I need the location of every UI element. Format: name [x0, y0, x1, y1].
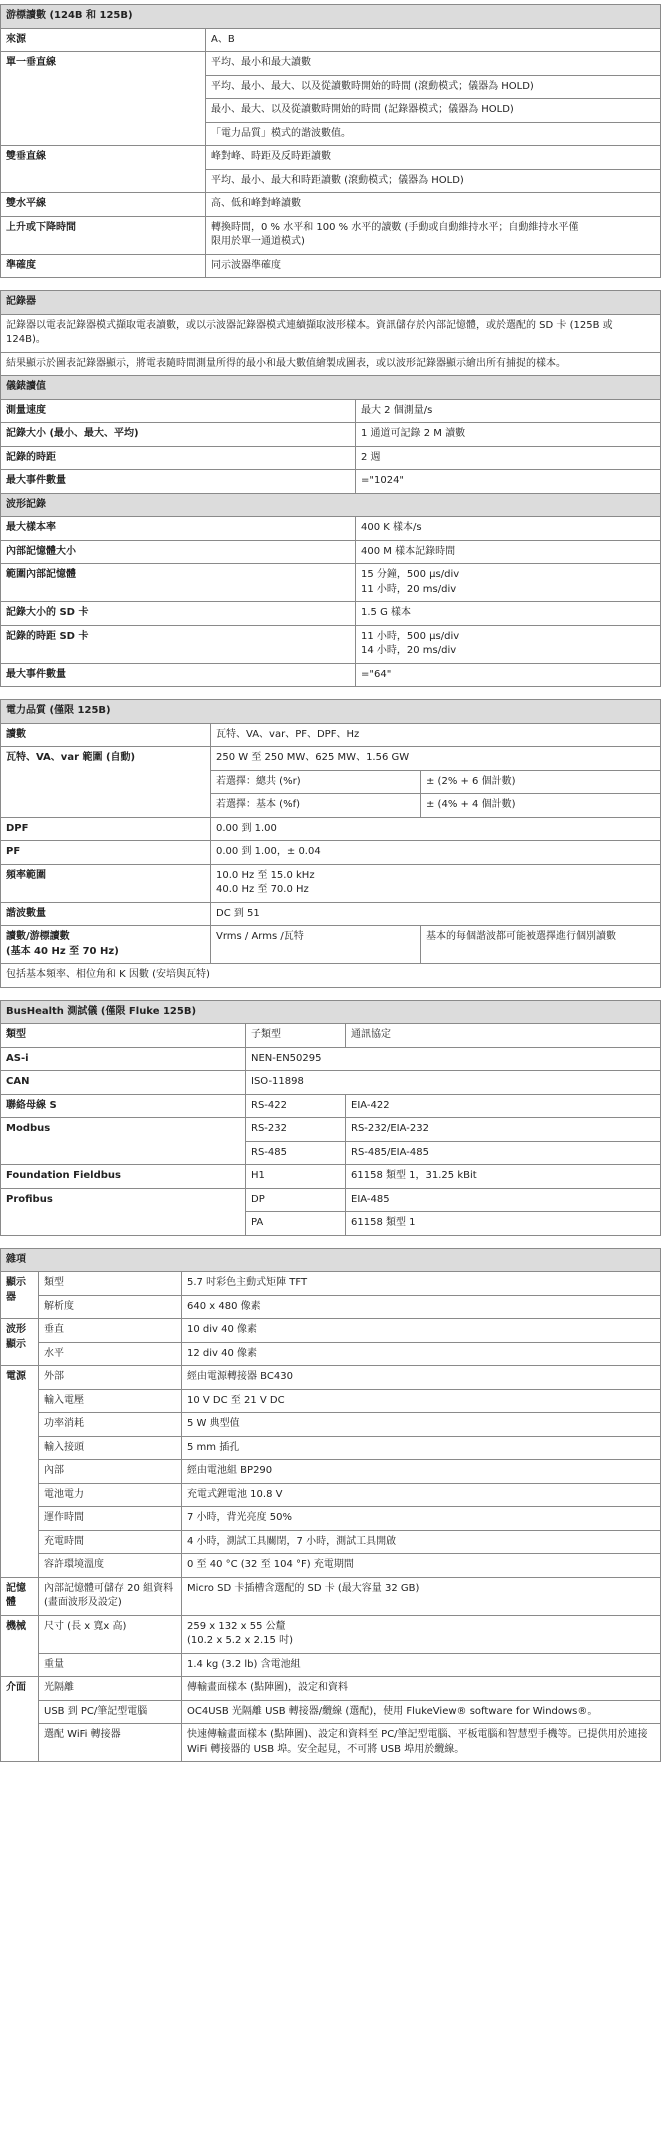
- misc-sub-label: 功率消耗: [39, 1413, 182, 1437]
- table-row: [1, 446, 661, 470]
- table-row: [1, 1094, 661, 1118]
- table-row: [1, 470, 661, 494]
- spec-value: 峰對峰、時距及反時距讀數: [206, 146, 661, 170]
- misc-sub-label: 外部: [39, 1366, 182, 1390]
- table-row: [1, 1295, 661, 1319]
- spec-value: 1.5 G 樣本: [356, 602, 661, 626]
- spec-value: 2 週: [356, 446, 661, 470]
- spec-label: 範圍內部記憶體: [1, 564, 356, 602]
- misc-sub-label: 運作時間: [39, 1507, 182, 1531]
- misc-sub-label: 光隔離: [39, 1677, 182, 1701]
- misc-group-label: 機械: [1, 1615, 39, 1677]
- dpf-value: 0.00 到 1.00: [211, 817, 661, 841]
- table-row: [1, 1530, 661, 1554]
- misc-value: 640 x 480 像素: [182, 1295, 661, 1319]
- spec-label: 來源: [1, 28, 206, 52]
- table-row: [1, 1677, 661, 1701]
- misc-sub-label: 水平: [39, 1342, 182, 1366]
- table-row: [1, 216, 661, 254]
- misc-group-label: 顯示器: [1, 1272, 39, 1319]
- misc-table: [0, 1248, 661, 1763]
- table-row: [1, 1483, 661, 1507]
- recorder-display-description: 結果顯示於圖表記錄器顯示，將電表隨時間測量所得的最小和最大數值繪製成圖表，或以波形記錄器顯示繪出所有捕捉的樣本。: [1, 352, 661, 376]
- recorder-table: [0, 290, 661, 687]
- section-title-misc: 雜項: [1, 1248, 661, 1272]
- misc-value: 7 小時，背光亮度 50%: [182, 1507, 661, 1531]
- table-row: [1, 1047, 661, 1071]
- misc-value: 259 x 132 x 55 公釐 (10.2 x 5.2 x 2.15 吋): [182, 1615, 661, 1653]
- table-row: [1, 1272, 661, 1296]
- power-select-total-value: ± (2% + 6 個計數): [421, 770, 661, 794]
- misc-value: 傳輸畫面樣本 (點陣圖)，設定和資料: [182, 1677, 661, 1701]
- table-row: [1, 1389, 661, 1413]
- misc-value: 經由電池組 BP290: [182, 1460, 661, 1484]
- bus-subtype: RS-485: [246, 1141, 346, 1165]
- spec-value: ="64": [356, 663, 661, 687]
- power-range-value: 250 W 至 250 MW、625 MW、1.56 GW: [211, 747, 661, 771]
- power-select-total-label: 若選擇：總共 (%r): [211, 770, 421, 794]
- misc-sub-label: 內部記憶體可儲存 20 組資料 (畫面波形及設定): [39, 1577, 182, 1615]
- spec-label: 記錄的時距: [1, 446, 356, 470]
- misc-sub-label: 充電時間: [39, 1530, 182, 1554]
- power-readings-label: 讀數: [1, 723, 211, 747]
- bus-subtype: NEN-EN50295: [246, 1047, 661, 1071]
- spec-value: A、B: [206, 28, 661, 52]
- spec-label: 雙垂直線: [1, 146, 206, 193]
- spec-value: 400 K 樣本/s: [356, 517, 661, 541]
- freq-range-label: 頻率範圍: [1, 864, 211, 902]
- spec-value: 400 M 樣本記錄時間: [356, 540, 661, 564]
- misc-sub-label: 容許環境溫度: [39, 1554, 182, 1578]
- spec-label: 內部記憶體大小: [1, 540, 356, 564]
- table-row: [1, 1700, 661, 1724]
- misc-sub-label: USB 到 PC/筆記型電腦: [39, 1700, 182, 1724]
- table-row: [1, 1724, 661, 1762]
- harmonics-value: DC 到 51: [211, 902, 661, 926]
- misc-sub-label: 輸入電壓: [39, 1389, 182, 1413]
- table-row: [1, 1188, 661, 1212]
- bus-protocol: 61158 類型 1，31.25 kBit: [346, 1165, 661, 1189]
- spec-value: 轉換時間，0 % 水平和 100 % 水平的讀數 (手動或自動維持水平；自動維持水平僅 限用於單一通道模式): [206, 216, 661, 254]
- section-title-cursor: 游標讀數 (124B 和 125B): [1, 5, 661, 29]
- misc-sub-label: 輸入接頭: [39, 1436, 182, 1460]
- harmonic-readings-value: Vrms / Arms /瓦特: [211, 926, 421, 964]
- bus-type: Foundation Fieldbus: [1, 1165, 246, 1189]
- table-row: [1, 1413, 661, 1437]
- bus-protocol: EIA-485: [346, 1188, 661, 1212]
- table-row: [1, 625, 661, 663]
- misc-value: 經由電源轉接器 BC430: [182, 1366, 661, 1390]
- harmonics-label: 諧波數量: [1, 902, 211, 926]
- spec-value: 平均、最小、最大和時距讀數 (滾動模式；儀器為 HOLD): [206, 169, 661, 193]
- spec-value: ="1024": [356, 470, 661, 494]
- spec-value: 11 小時，500 µs/div 14 小時，20 ms/div: [356, 625, 661, 663]
- bushealth-table: [0, 1000, 661, 1236]
- misc-value: 5 W 典型值: [182, 1413, 661, 1437]
- misc-sub-label: 垂直: [39, 1319, 182, 1343]
- bus-type: AS-i: [1, 1047, 246, 1071]
- spec-label: 最大事件數量: [1, 470, 356, 494]
- misc-value: 充電式鋰電池 10.8 V: [182, 1483, 661, 1507]
- misc-value: Micro SD 卡插槽含選配的 SD 卡 (最大容量 32 GB): [182, 1577, 661, 1615]
- harmonic-readings-note: 基本的每個諧波都可能被選擇進行個別讀數: [421, 926, 661, 964]
- misc-value: 快速傳輸畫面樣本 (點陣圖)、設定和資料至 PC/筆記型電腦、平板電腦和智慧型手機等。已提供用於連接 WiFi 轉接器的 USB 埠。安全起見，不可將 USB 埠用於纜線。: [182, 1724, 661, 1762]
- misc-value: 10 div 40 像素: [182, 1319, 661, 1343]
- spec-label: 最大事件數量: [1, 663, 356, 687]
- table-row: [1, 564, 661, 602]
- subsection-title-meter: 儀錶讀值: [1, 376, 661, 400]
- bushealth-header-type: 類型: [1, 1024, 246, 1048]
- spec-value: 15 分鐘，500 µs/div 11 小時，20 ms/div: [356, 564, 661, 602]
- table-row: [1, 28, 661, 52]
- table-row: [1, 1460, 661, 1484]
- table-row: [1, 146, 661, 170]
- misc-group-label: 波形顯示: [1, 1319, 39, 1366]
- bus-subtype: ISO-11898: [246, 1071, 661, 1095]
- spec-value: 高、低和峰對峰讀數: [206, 193, 661, 217]
- table-row: [1, 254, 661, 278]
- bus-protocol: 61158 類型 1: [346, 1212, 661, 1236]
- misc-value: 5.7 吋彩色主動式矩陣 TFT: [182, 1272, 661, 1296]
- misc-value: 10 V DC 至 21 V DC: [182, 1389, 661, 1413]
- bus-subtype: DP: [246, 1188, 346, 1212]
- power-select-fund-label: 若選擇：基本 (%f): [211, 794, 421, 818]
- misc-value: 1.4 kg (3.2 lb) 含電池組: [182, 1653, 661, 1677]
- misc-value: 4 小時，測試工具關閉，7 小時，測試工具開啟: [182, 1530, 661, 1554]
- bus-type: CAN: [1, 1071, 246, 1095]
- spec-label: 單一垂直線: [1, 52, 206, 146]
- pf-label: PF: [1, 841, 211, 865]
- misc-value: 5 mm 插孔: [182, 1436, 661, 1460]
- table-row: [1, 1165, 661, 1189]
- power-range-label: 瓦特、VA、var 範圍 (自動): [1, 747, 211, 818]
- freq-range-value: 10.0 Hz 至 15.0 kHz 40.0 Hz 至 70.0 Hz: [211, 864, 661, 902]
- table-row: [1, 1615, 661, 1653]
- pf-value: 0.00 到 1.00，± 0.04: [211, 841, 661, 865]
- table-row: [1, 193, 661, 217]
- spec-label: 準確度: [1, 254, 206, 278]
- spec-label: 上升或下降時間: [1, 216, 206, 254]
- spec-value: 同示波器準確度: [206, 254, 661, 278]
- subsection-title-wave: 波形記錄: [1, 493, 661, 517]
- cursor-readings-table: [0, 4, 661, 278]
- table-row: [1, 1436, 661, 1460]
- table-row: [1, 517, 661, 541]
- table-row: [1, 1319, 661, 1343]
- misc-sub-label: 重量: [39, 1653, 182, 1677]
- misc-group-label: 介面: [1, 1677, 39, 1762]
- spec-label: 最大樣本率: [1, 517, 356, 541]
- misc-sub-label: 選配 WiFi 轉接器: [39, 1724, 182, 1762]
- bushealth-header-protocol: 通訊協定: [346, 1024, 661, 1048]
- table-row: [1, 399, 661, 423]
- table-row: [1, 423, 661, 447]
- power-select-fund-value: ± (4% + 4 個計數): [421, 794, 661, 818]
- table-row: [1, 1653, 661, 1677]
- misc-sub-label: 電池電力: [39, 1483, 182, 1507]
- misc-sub-label: 解析度: [39, 1295, 182, 1319]
- table-row: [1, 1577, 661, 1615]
- harmonic-readings-label: 讀數/游標讀數 (基本 40 Hz 至 70 Hz): [1, 926, 211, 964]
- table-row: [1, 52, 661, 76]
- spec-value: 平均、最小、最大、以及從讀數時開始的時間 (滾動模式；儀器為 HOLD): [206, 75, 661, 99]
- spec-value: 平均、最小和最大讀數: [206, 52, 661, 76]
- table-row: [1, 540, 661, 564]
- misc-value: 12 div 40 像素: [182, 1342, 661, 1366]
- spec-value: 最大 2 個測量/s: [356, 399, 661, 423]
- misc-value: OC4USB 光隔離 USB 轉接器/纜線 (選配)，使用 FlukeView® software for Windows®。: [182, 1700, 661, 1724]
- table-row: [1, 1366, 661, 1390]
- power-footer-note: 包括基本頻率、相位角和 K 因數 (安培與瓦特): [1, 964, 661, 988]
- table-row: [1, 1071, 661, 1095]
- table-row: [1, 1342, 661, 1366]
- spec-label: 記錄的時距 SD 卡: [1, 625, 356, 663]
- bus-type: Modbus: [1, 1118, 246, 1165]
- section-title-power: 電力品質 (僅限 125B): [1, 700, 661, 724]
- bus-subtype: RS-422: [246, 1094, 346, 1118]
- recorder-description: 記錄器以電表記錄器模式擷取電表讀數，或以示波器記錄器模式連續擷取波形樣本。資訊儲存於內部記憶體，或於選配的 SD 卡 (125B 或 124B)。: [1, 314, 661, 352]
- misc-group-label: 電源: [1, 1366, 39, 1578]
- misc-group-label: 記憶體: [1, 1577, 39, 1615]
- section-title-recorder: 記錄器: [1, 291, 661, 315]
- bus-subtype: H1: [246, 1165, 346, 1189]
- misc-sub-label: 尺寸 (長 x 寬x 高): [39, 1615, 182, 1653]
- spec-value: 1 通道可記錄 2 M 讀數: [356, 423, 661, 447]
- bus-type: 聯絡母線 S: [1, 1094, 246, 1118]
- spec-label: 記錄大小 (最小、最大、平均): [1, 423, 356, 447]
- section-title-bushealth: BusHealth 測試儀 (僅限 Fluke 125B): [1, 1000, 661, 1024]
- spec-value: 「電力品質」模式的諧波數值。: [206, 122, 661, 146]
- spec-label: 測量速度: [1, 399, 356, 423]
- spec-label: 記錄大小的 SD 卡: [1, 602, 356, 626]
- dpf-label: DPF: [1, 817, 211, 841]
- bus-protocol: RS-232/EIA-232: [346, 1118, 661, 1142]
- table-row: [1, 602, 661, 626]
- misc-value: 0 至 40 °C (32 至 104 °F) 充電期間: [182, 1554, 661, 1578]
- power-readings-value: 瓦特、VA、var、PF、DPF、Hz: [211, 723, 661, 747]
- power-quality-table: [0, 699, 661, 988]
- table-row: [1, 1554, 661, 1578]
- bus-type: Profibus: [1, 1188, 246, 1235]
- bus-subtype: RS-232: [246, 1118, 346, 1142]
- bus-protocol: RS-485/EIA-485: [346, 1141, 661, 1165]
- misc-sub-label: 類型: [39, 1272, 182, 1296]
- spec-value: 最小、最大、以及從讀數時開始的時間 (記錄器模式；儀器為 HOLD): [206, 99, 661, 123]
- misc-sub-label: 內部: [39, 1460, 182, 1484]
- spec-label: 雙水平線: [1, 193, 206, 217]
- bus-protocol: EIA-422: [346, 1094, 661, 1118]
- table-row: [1, 663, 661, 687]
- table-row: [1, 1507, 661, 1531]
- bushealth-header-subtype: 子類型: [246, 1024, 346, 1048]
- bus-subtype: PA: [246, 1212, 346, 1236]
- table-row: [1, 1118, 661, 1142]
